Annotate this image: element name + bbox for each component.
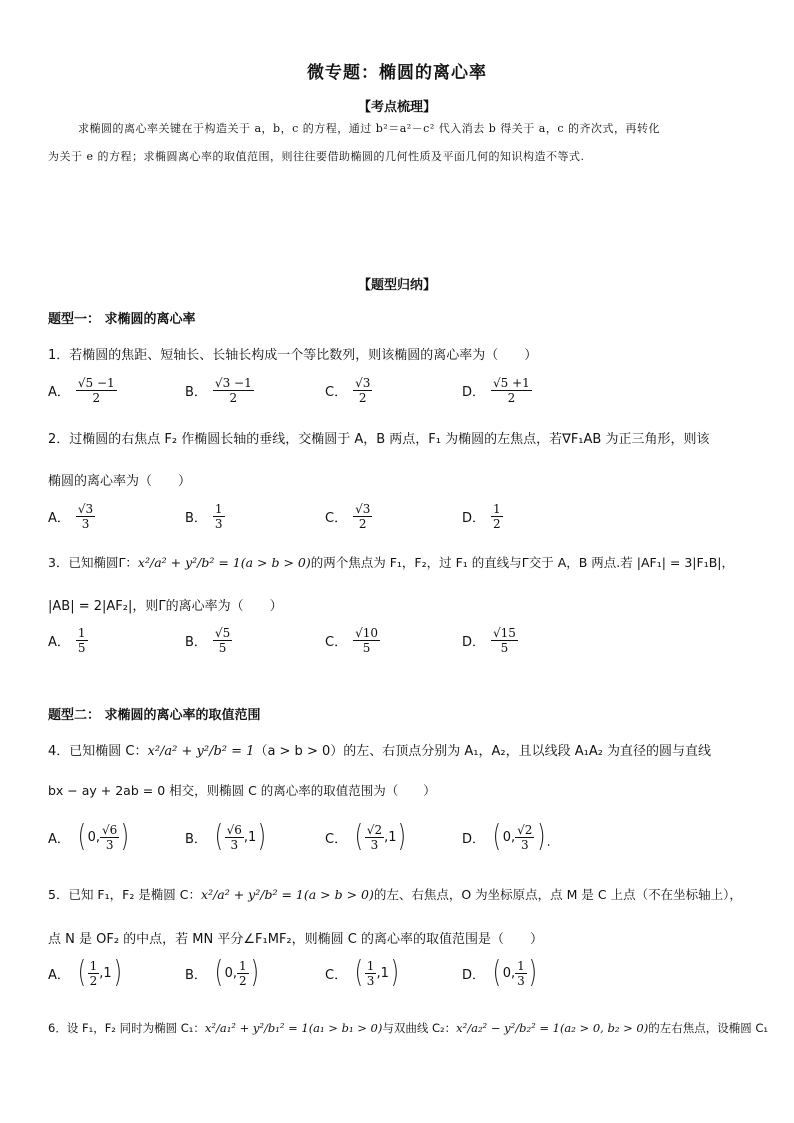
numerator: 1: [214, 502, 223, 516]
option-label: D．: [462, 635, 486, 650]
numerator: √10: [355, 626, 378, 640]
option-label: A．: [48, 635, 70, 650]
question-2-text-line-2: 椭圆的离心率为（ ）: [48, 474, 192, 489]
option-label: C．: [325, 967, 348, 983]
denominator: 3: [370, 837, 379, 852]
question-3-text-line-2: |AB| = 2|AF₂|，则Γ的离心率为（ ）: [48, 599, 283, 614]
option-label: D．: [462, 385, 486, 400]
left-paren: (: [214, 955, 223, 990]
numerator: √15: [493, 626, 516, 640]
numerator: 1: [239, 958, 247, 973]
question-4-text-line-2: bx − ay + 2ab = 0 相交，则椭圆 C 的离心率的取值范围为（ ）: [48, 783, 436, 798]
denominator: 2: [89, 973, 98, 988]
option-label: B．: [185, 831, 207, 847]
denominator: 2: [358, 391, 367, 405]
ellipse-equation: x²/a² + y²/b² = 1(a > b > 0): [201, 887, 374, 902]
q2-option-d[interactable]: [462, 502, 503, 531]
q1-option-b[interactable]: [185, 376, 254, 405]
option-label: D．: [462, 511, 486, 526]
q4-option-c[interactable]: [325, 819, 408, 854]
denominator: 3: [214, 517, 223, 531]
denominator: 3: [230, 837, 239, 852]
q5-option-d[interactable]: [462, 955, 539, 990]
section-heading-key-points: 【考点梳理】: [357, 100, 436, 115]
left-paren: (: [492, 819, 501, 854]
right-paren: ): [113, 955, 122, 990]
q3-option-a[interactable]: [48, 626, 88, 655]
q6-prefix: 6．设 F₁，F₂ 同时为椭圆 C₁：: [48, 1021, 205, 1035]
interval-end: ,1: [376, 965, 389, 981]
q5-prefix: 5．已知 F₁，F₂ 是椭圆 C：: [48, 887, 202, 902]
intro-line-2: 为关于 e 的方程；求椭圆离心率的取值范围，则往往要借助椭圆的几何性质及平面几何的知识构造不等式.: [48, 150, 585, 163]
numerator: √3 −1: [214, 376, 252, 390]
type-two-label: 题型二： 求椭圆的离心率的取值范围: [48, 708, 261, 723]
denominator: 2: [493, 517, 501, 531]
q5-option-b[interactable]: [185, 955, 260, 990]
numerator: √2: [517, 822, 533, 837]
question-2-text-line-1: 2．过椭圆的右焦点 F₂ 作椭圆长轴的垂线，交椭圆于 A，B 两点，F₁ 为椭圆的左焦点，若∇F₁AB 为正三角形，则该: [48, 432, 710, 447]
left-paren: (: [77, 955, 86, 990]
denominator: 2: [507, 391, 516, 405]
option-label: A．: [48, 967, 70, 983]
q1-option-c[interactable]: [325, 376, 372, 405]
numerator: √6: [102, 822, 118, 837]
interval-end: ,1: [384, 829, 397, 845]
right-paren: ): [390, 955, 399, 990]
q4-suffix: （a > b > 0）的左、右顶点分别为 A₁，A₂，且以线段 A₁A₂ 为直径的圆与直线: [254, 744, 712, 759]
question-6-text-line-1: [48, 1020, 768, 1036]
ellipse-equation: x²/a² + y²/b² = 1(a > b > 0): [137, 555, 311, 570]
denominator: 3: [520, 837, 529, 852]
denominator: 3: [81, 517, 90, 531]
q1-option-a[interactable]: [48, 376, 117, 405]
question-5-text-line-1: [48, 885, 742, 903]
q6-suffix: 的左右焦点，设椭圆 C₁: [648, 1021, 768, 1035]
option-label: B．: [185, 635, 207, 650]
intro-line-1: 求椭圆的离心率关键在于构造关于 a，b，c 的方程，通过 b²＝a²－c² 代入消去 b 得关于 a，c 的齐次式，再转化: [78, 122, 660, 135]
left-paren: (: [354, 819, 364, 854]
option-label: C．: [325, 635, 348, 650]
denominator: 2: [92, 391, 101, 405]
right-paren: ): [398, 819, 407, 854]
left-paren: (: [214, 819, 223, 854]
q2-option-a[interactable]: [48, 502, 95, 531]
ellipse-equation: x²/a² + y²/b² = 1: [147, 744, 255, 759]
denominator: 3: [517, 973, 525, 988]
interval-end: ,1: [243, 829, 257, 845]
option-label: B．: [185, 511, 207, 526]
left-paren: (: [354, 955, 364, 990]
denominator: 3: [366, 973, 375, 988]
numerator: 1: [493, 502, 501, 516]
interval-end: ,1: [99, 965, 112, 981]
hyperbola-equation: x²/a₂² − y²/b₂² = 1(a₂ > 0, b₂ > 0): [456, 1021, 649, 1035]
right-paren: ): [121, 819, 130, 854]
q3-option-d[interactable]: [462, 626, 518, 655]
q1-option-d[interactable]: [462, 376, 532, 405]
question-4-text-line-1: [48, 740, 711, 759]
option-label: D．: [462, 967, 486, 983]
numerator: √3: [355, 502, 371, 516]
numerator: √5 −1: [77, 376, 115, 390]
numerator: 1: [89, 958, 98, 973]
type-one-label: 题型一： 求椭圆的离心率: [48, 312, 196, 327]
q4-option-d[interactable]: [462, 819, 556, 854]
denominator: 2: [358, 517, 367, 531]
option-label: D．: [462, 831, 486, 847]
option-label: C．: [325, 831, 348, 847]
numerator: √5 +1: [493, 376, 530, 390]
q3-suffix: 的两个焦点为 F₁，F₂，过 F₁ 的直线与Γ交于 A，B 两点.若 |AF₁| = 3|F₁B|，: [310, 555, 735, 570]
option-label: A．: [48, 385, 70, 400]
question-3-text-line-1: [48, 553, 734, 571]
interval-start: 0,: [224, 965, 238, 981]
right-paren: ).: [537, 819, 553, 854]
option-label: B．: [185, 967, 207, 983]
right-paren: ): [258, 819, 267, 854]
q6-middle: 与双曲线 C₂：: [382, 1021, 457, 1035]
numerator: 1: [77, 626, 86, 640]
left-paren: (: [77, 819, 86, 854]
q4-option-a[interactable]: [48, 819, 131, 854]
option-label: A．: [48, 831, 70, 847]
q2-option-c[interactable]: [325, 502, 372, 531]
section-heading-question-types: 【题型归纳】: [357, 278, 436, 293]
numerator: √5: [214, 626, 231, 640]
numerator: 1: [366, 958, 375, 973]
option-label: A．: [48, 511, 70, 526]
numerator: √3: [77, 502, 94, 516]
q4-prefix: 4．已知椭圆 C：: [48, 744, 148, 759]
numerator: √6: [226, 822, 242, 837]
denominator: 2: [229, 391, 238, 405]
q3-option-c[interactable]: [325, 626, 380, 655]
denominator: 5: [77, 641, 86, 655]
question-1-text: 1．若椭圆的焦距、短轴长、长轴长构成一个等比数列，则该椭圆的离心率为（ ）: [48, 348, 538, 363]
numerator: 1: [517, 958, 525, 973]
denominator: 2: [239, 973, 247, 988]
right-paren: ): [250, 955, 259, 990]
option-label: C．: [325, 511, 348, 526]
q4-option-b[interactable]: [185, 819, 268, 854]
right-paren: ): [528, 955, 537, 990]
q2-option-b[interactable]: [185, 502, 225, 531]
q5-option-c[interactable]: [325, 955, 401, 990]
q3-option-b[interactable]: [185, 626, 232, 655]
ellipse-equation: x²/a₁² + y²/b₁² = 1(a₁ > b₁ > 0): [204, 1021, 383, 1035]
numerator: √2: [366, 822, 383, 837]
denominator: 3: [105, 837, 114, 852]
denominator: 5: [500, 641, 509, 655]
interval-start: 0,: [502, 965, 516, 981]
q5-option-a[interactable]: [48, 955, 123, 990]
q5-suffix: 的左、右焦点，O 为坐标原点，点 M 是 C 上点（不在坐标轴上），: [373, 887, 742, 902]
numerator: √3: [355, 376, 371, 390]
denominator: 5: [218, 641, 227, 655]
interval-start: 0,: [87, 829, 101, 845]
option-label: B．: [185, 385, 207, 400]
q3-prefix: 3．已知椭圆Γ：: [48, 555, 138, 570]
option-label: C．: [325, 385, 348, 400]
denominator: 5: [362, 641, 371, 655]
page-title: 微专题：椭圆的离心率: [307, 63, 487, 83]
interval-start: 0,: [502, 829, 516, 845]
left-paren: (: [492, 955, 501, 990]
question-5-text-line-2: 点 N 是 OF₂ 的中点，若 MN 平分∠F₁MF₂，则椭圆 C 的离心率的取值范围是（ ）: [48, 932, 543, 947]
